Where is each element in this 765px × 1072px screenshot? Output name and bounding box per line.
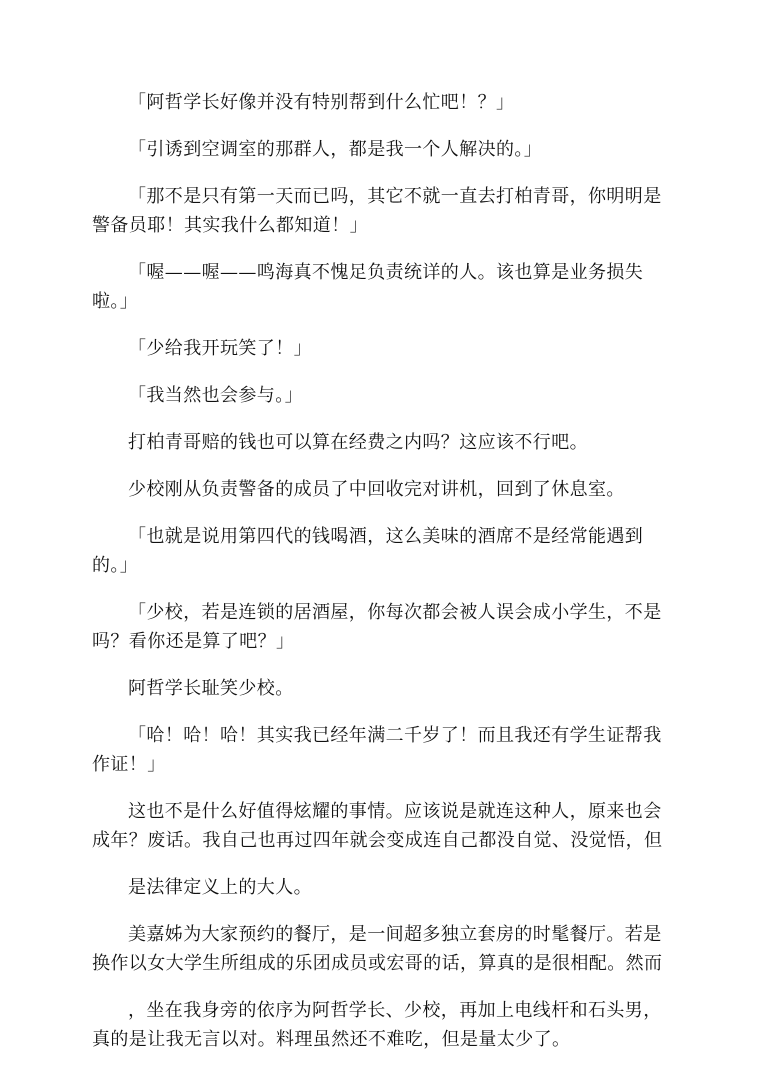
paragraph-3: 「那不是只有第一天而已吗，其它不就一直去打柏青哥，你明明是警备员耶！其实我什么都知道！」: [92, 186, 662, 236]
paragraph-6: 「我当然也会参与。」: [128, 385, 303, 406]
document-page: [92, 88, 677, 1072]
paragraph-13: 这也不是什么好值得炫耀的事情。应该说是就连这种人，原来也会成年？废话。我自己也再过四年就会变成连自己都没自觉、没觉悟，但: [92, 801, 663, 851]
paragraph-8: 少校刚从负责警备的成员了中回收完对讲机，回到了休息室。: [128, 479, 625, 500]
paragraph-9: 「也就是说用第四代的钱喝酒，这么美味的酒席不是经常能遇到的。」: [92, 526, 644, 576]
paragraph-4: 「喔——喔——鸣海真不愧足负责统详的人。该也算是业务损失啦。」: [92, 262, 644, 312]
paragraph-10: 「少校，若是连锁的居酒屋，你每次都会被人误会成小学生，不是吗？看你还是算了吧？」: [92, 602, 662, 652]
paragraph-2: 「引诱到空调室的那群人，都是我一个人解决的。」: [128, 139, 543, 160]
paragraph-7: 打柏青哥赔的钱也可以算在经费之内吗？这应该不行吧。: [128, 432, 588, 453]
paragraph-1: 「阿哲学长好像并没有特别帮到什么忙吧！？」: [128, 92, 515, 113]
paragraph-14: 是法律定义上的大人。: [128, 877, 312, 898]
paragraph-12: 「哈！哈！哈！其实我已经年满二千岁了！而且我还有学生证帮我作证！」: [92, 725, 662, 775]
paragraph-11: 阿哲学长耻笑少校。: [128, 678, 294, 699]
paragraph-5: 「少给我开玩笑了！」: [128, 338, 312, 359]
paragraph-16: ，坐在我身旁的依序为阿哲学长、少校，再加上电线杆和石头男，真的是让我无言以对。料理虽然还不难吃，但是量太少了。: [92, 1000, 662, 1050]
paragraph-15: 美嘉姊为大家预约的餐厅，是一间超多独立套房的时髦餐厅。若是换作以女大学生所组成的乐团成员或宏哥的话，算真的是很相配。然而: [92, 924, 663, 974]
